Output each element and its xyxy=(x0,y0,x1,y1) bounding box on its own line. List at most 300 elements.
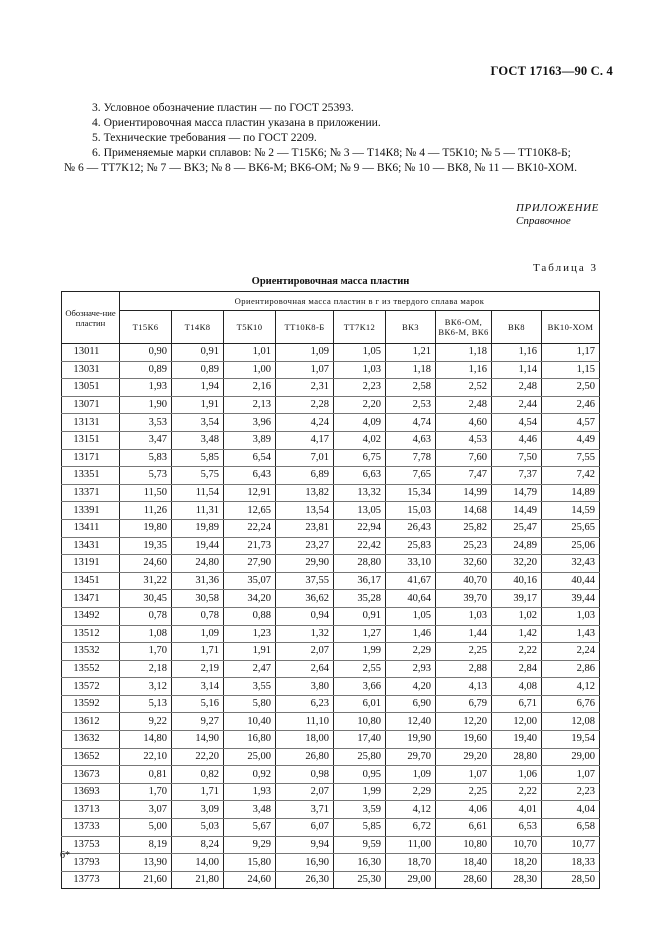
mass-cell: 11,54 xyxy=(172,484,224,502)
mass-cell: 9,59 xyxy=(334,836,386,854)
mass-cell: 1,23 xyxy=(224,625,276,643)
table-caption: Таблица 3 xyxy=(532,262,598,274)
paragraph-6: 6. Применяемые марки сплавов: № 2 — Т15К6; № 3 — Т14К8; № 4 — Т5К10; № 5 — ТТ10К8-Б; xyxy=(92,146,571,159)
mass-cell: 33,10 xyxy=(386,555,436,573)
mass-cell: 1,46 xyxy=(386,625,436,643)
column-header-row xyxy=(62,311,600,344)
mass-cell: 12,65 xyxy=(224,502,276,520)
mass-cell: 9,29 xyxy=(224,836,276,854)
page-footer-mark: 6* xyxy=(60,850,70,861)
mass-cell: 41,67 xyxy=(386,572,436,590)
mass-cell: 12,20 xyxy=(436,713,492,731)
mass-cell: 25,47 xyxy=(492,519,542,537)
mass-cell: 1,15 xyxy=(542,361,600,379)
mass-cell: 2,46 xyxy=(542,396,600,414)
mass-cell: 18,40 xyxy=(436,854,492,872)
mass-cell: 3,80 xyxy=(276,678,334,696)
mass-cell: 4,06 xyxy=(436,801,492,819)
table-row xyxy=(62,625,600,643)
mass-cell: 1,18 xyxy=(386,361,436,379)
mass-cell: 10,80 xyxy=(334,713,386,731)
plate-code-cell: 13572 xyxy=(62,678,120,696)
mass-cell: 5,03 xyxy=(172,819,224,837)
mass-cell: 2,52 xyxy=(436,379,492,397)
mass-cell: 2,44 xyxy=(492,396,542,414)
column-header: ВК8 xyxy=(492,311,542,344)
mass-cell: 4,63 xyxy=(386,431,436,449)
mass-cell: 6,61 xyxy=(436,819,492,837)
mass-cell: 10,80 xyxy=(436,836,492,854)
mass-cell: 9,27 xyxy=(172,713,224,731)
plate-code-cell: 13592 xyxy=(62,695,120,713)
paragraph-3: 3. Условное обозначение пластин — по ГОСТ 25393. xyxy=(92,101,354,114)
mass-cell: 18,00 xyxy=(276,731,334,749)
mass-cell: 9,94 xyxy=(276,836,334,854)
table-row xyxy=(62,731,600,749)
mass-cell: 23,27 xyxy=(276,537,334,555)
table-row xyxy=(62,361,600,379)
mass-cell: 8,19 xyxy=(120,836,172,854)
mass-cell: 6,01 xyxy=(334,695,386,713)
table-body xyxy=(62,344,600,889)
mass-cell: 2,48 xyxy=(436,396,492,414)
mass-cell: 19,40 xyxy=(492,731,542,749)
column-header: Т15К6 xyxy=(120,311,172,344)
mass-cell: 15,80 xyxy=(224,854,276,872)
mass-cell: 7,60 xyxy=(436,449,492,467)
mass-cell: 7,37 xyxy=(492,467,542,485)
mass-cell: 28,80 xyxy=(492,748,542,766)
mass-cell: 4,17 xyxy=(276,431,334,449)
mass-cell: 31,22 xyxy=(120,572,172,590)
mass-cell: 0,95 xyxy=(334,766,386,784)
mass-cell: 5,85 xyxy=(172,449,224,467)
mass-cell: 2,28 xyxy=(276,396,334,414)
mass-cell: 40,64 xyxy=(386,590,436,608)
mass-cell: 13,90 xyxy=(120,854,172,872)
mass-cell: 18,20 xyxy=(492,854,542,872)
plate-code-cell: 13011 xyxy=(62,344,120,362)
plate-code-cell: 13191 xyxy=(62,555,120,573)
appendix-block xyxy=(516,202,599,228)
mass-cell: 21,73 xyxy=(224,537,276,555)
mass-cell: 1,94 xyxy=(172,379,224,397)
column-header: ВК6-ОМ, ВК6-М, ВК6 xyxy=(436,311,492,344)
mass-cell: 1,71 xyxy=(172,783,224,801)
mass-cell: 6,23 xyxy=(276,695,334,713)
mass-cell: 32,43 xyxy=(542,555,600,573)
mass-cell: 39,44 xyxy=(542,590,600,608)
mass-cell: 11,00 xyxy=(386,836,436,854)
mass-cell: 27,90 xyxy=(224,555,276,573)
mass-cell: 32,20 xyxy=(492,555,542,573)
mass-cell: 0,88 xyxy=(224,607,276,625)
mass-cell: 3,54 xyxy=(172,414,224,432)
plate-code-cell: 13673 xyxy=(62,766,120,784)
mass-cell: 11,10 xyxy=(276,713,334,731)
mass-cell: 17,40 xyxy=(334,731,386,749)
mass-cell: 36,62 xyxy=(276,590,334,608)
page-header: ГОСТ 17163—90 С. 4 xyxy=(490,64,613,78)
mass-cell: 3,96 xyxy=(224,414,276,432)
mass-cell: 4,12 xyxy=(386,801,436,819)
mass-cell: 4,20 xyxy=(386,678,436,696)
mass-cell: 11,31 xyxy=(172,502,224,520)
table-row xyxy=(62,467,600,485)
mass-cell: 0,90 xyxy=(120,344,172,362)
mass-cell: 4,24 xyxy=(276,414,334,432)
mass-cell: 0,81 xyxy=(120,766,172,784)
table-row xyxy=(62,871,600,889)
mass-cell: 5,00 xyxy=(120,819,172,837)
mass-cell: 14,68 xyxy=(436,502,492,520)
mass-cell: 25,00 xyxy=(224,748,276,766)
mass-cell: 3,66 xyxy=(334,678,386,696)
mass-cell: 1,71 xyxy=(172,643,224,661)
mass-cell: 14,79 xyxy=(492,484,542,502)
table-row xyxy=(62,713,600,731)
mass-cell: 2,22 xyxy=(492,643,542,661)
plate-code-cell: 13071 xyxy=(62,396,120,414)
mass-cell: 0,82 xyxy=(172,766,224,784)
mass-cell: 2,29 xyxy=(386,643,436,661)
table-row xyxy=(62,660,600,678)
plate-code-cell: 13753 xyxy=(62,836,120,854)
mass-cell: 6,79 xyxy=(436,695,492,713)
mass-cell: 3,55 xyxy=(224,678,276,696)
mass-cell: 2,64 xyxy=(276,660,334,678)
mass-cell: 18,70 xyxy=(386,854,436,872)
mass-cell: 14,00 xyxy=(172,854,224,872)
mass-cell: 1,16 xyxy=(436,361,492,379)
mass-cell: 3,12 xyxy=(120,678,172,696)
mass-cell: 1,99 xyxy=(334,783,386,801)
mass-cell: 16,80 xyxy=(224,731,276,749)
table-row xyxy=(62,555,600,573)
plate-code-cell: 13552 xyxy=(62,660,120,678)
plate-code-cell: 13713 xyxy=(62,801,120,819)
mass-cell: 24,89 xyxy=(492,537,542,555)
plate-code-cell: 13391 xyxy=(62,502,120,520)
mass-cell: 4,08 xyxy=(492,678,542,696)
mass-cell: 0,78 xyxy=(120,607,172,625)
mass-cell: 35,07 xyxy=(224,572,276,590)
mass-cell: 6,63 xyxy=(334,467,386,485)
mass-cell: 14,90 xyxy=(172,731,224,749)
mass-cell: 14,99 xyxy=(436,484,492,502)
table-row xyxy=(62,590,600,608)
mass-cell: 25,82 xyxy=(436,519,492,537)
mass-cell: 7,78 xyxy=(386,449,436,467)
mass-cell: 4,60 xyxy=(436,414,492,432)
mass-cell: 2,25 xyxy=(436,643,492,661)
mass-cell: 40,44 xyxy=(542,572,600,590)
mass-cell: 6,76 xyxy=(542,695,600,713)
mass-cell: 1,07 xyxy=(276,361,334,379)
plate-code-cell: 13512 xyxy=(62,625,120,643)
table-row xyxy=(62,414,600,432)
mass-cell: 28,60 xyxy=(436,871,492,889)
mass-cell: 1,90 xyxy=(120,396,172,414)
mass-cell: 19,54 xyxy=(542,731,600,749)
mass-cell: 3,48 xyxy=(172,431,224,449)
table-head xyxy=(62,292,600,344)
mass-cell: 2,19 xyxy=(172,660,224,678)
mass-table xyxy=(61,291,600,889)
mass-cell: 5,73 xyxy=(120,467,172,485)
table-row xyxy=(62,519,600,537)
mass-cell: 22,20 xyxy=(172,748,224,766)
table-row xyxy=(62,379,600,397)
mass-cell: 0,89 xyxy=(172,361,224,379)
mass-cell: 12,91 xyxy=(224,484,276,502)
mass-cell: 4,02 xyxy=(334,431,386,449)
mass-cell: 6,72 xyxy=(386,819,436,837)
plate-code-cell: 13532 xyxy=(62,643,120,661)
mass-cell: 11,50 xyxy=(120,484,172,502)
mass-cell: 0,89 xyxy=(120,361,172,379)
plate-code-cell: 13151 xyxy=(62,431,120,449)
column-header: Т5К10 xyxy=(224,311,276,344)
mass-cell: 4,09 xyxy=(334,414,386,432)
plate-code-cell: 13431 xyxy=(62,537,120,555)
mass-cell: 28,30 xyxy=(492,871,542,889)
appendix-title: ПРИЛОЖЕНИЕ xyxy=(516,202,599,214)
mass-cell: 2,23 xyxy=(542,783,600,801)
mass-cell: 1,05 xyxy=(334,344,386,362)
mass-cell: 1,70 xyxy=(120,643,172,661)
mass-cell: 3,71 xyxy=(276,801,334,819)
mass-cell: 5,13 xyxy=(120,695,172,713)
mass-cell: 29,70 xyxy=(386,748,436,766)
mass-cell: 2,25 xyxy=(436,783,492,801)
paragraph-4: 4. Ориентировочная масса пластин указана в приложении. xyxy=(92,116,381,129)
mass-cell: 1,01 xyxy=(224,344,276,362)
plate-code-cell: 13031 xyxy=(62,361,120,379)
mass-cell: 1,00 xyxy=(224,361,276,379)
mass-cell: 2,24 xyxy=(542,643,600,661)
mass-cell: 6,43 xyxy=(224,467,276,485)
mass-cell: 7,50 xyxy=(492,449,542,467)
mass-cell: 19,60 xyxy=(436,731,492,749)
plate-code-cell: 13371 xyxy=(62,484,120,502)
mass-cell: 39,70 xyxy=(436,590,492,608)
mass-cell: 3,89 xyxy=(224,431,276,449)
mass-cell: 1,99 xyxy=(334,643,386,661)
mass-cell: 14,59 xyxy=(542,502,600,520)
mass-cell: 8,24 xyxy=(172,836,224,854)
mass-cell: 4,12 xyxy=(542,678,600,696)
mass-cell: 18,33 xyxy=(542,854,600,872)
mass-cell: 12,08 xyxy=(542,713,600,731)
mass-cell: 34,20 xyxy=(224,590,276,608)
mass-cell: 2,07 xyxy=(276,643,334,661)
plate-code-cell: 13632 xyxy=(62,731,120,749)
mass-cell: 14,49 xyxy=(492,502,542,520)
mass-cell: 3,47 xyxy=(120,431,172,449)
table-row xyxy=(62,801,600,819)
mass-cell: 2,93 xyxy=(386,660,436,678)
mass-cell: 24,60 xyxy=(120,555,172,573)
mass-cell: 15,34 xyxy=(386,484,436,502)
plate-code-cell: 13051 xyxy=(62,379,120,397)
mass-cell: 1,09 xyxy=(276,344,334,362)
mass-cell: 2,48 xyxy=(492,379,542,397)
mass-cell: 35,28 xyxy=(334,590,386,608)
table-row xyxy=(62,431,600,449)
mass-cell: 25,30 xyxy=(334,871,386,889)
table-row xyxy=(62,695,600,713)
mass-cell: 0,91 xyxy=(172,344,224,362)
mass-cell: 1,14 xyxy=(492,361,542,379)
mass-cell: 26,43 xyxy=(386,519,436,537)
mass-cell: 0,92 xyxy=(224,766,276,784)
mass-cell: 7,65 xyxy=(386,467,436,485)
mass-cell: 2,88 xyxy=(436,660,492,678)
mass-cell: 4,74 xyxy=(386,414,436,432)
mass-cell: 15,03 xyxy=(386,502,436,520)
mass-cell: 16,30 xyxy=(334,854,386,872)
mass-cell: 6,58 xyxy=(542,819,600,837)
mass-cell: 0,94 xyxy=(276,607,334,625)
mass-cell: 1,93 xyxy=(224,783,276,801)
plate-code-cell: 13451 xyxy=(62,572,120,590)
mass-cell: 6,07 xyxy=(276,819,334,837)
plate-code-cell: 13171 xyxy=(62,449,120,467)
mass-cell: 24,60 xyxy=(224,871,276,889)
mass-cell: 7,01 xyxy=(276,449,334,467)
mass-cell: 7,42 xyxy=(542,467,600,485)
mass-cell: 22,24 xyxy=(224,519,276,537)
mass-cell: 1,07 xyxy=(436,766,492,784)
mass-cell: 22,94 xyxy=(334,519,386,537)
mass-cell: 3,59 xyxy=(334,801,386,819)
mass-cell: 14,89 xyxy=(542,484,600,502)
table-row xyxy=(62,572,600,590)
mass-cell: 32,60 xyxy=(436,555,492,573)
table-row xyxy=(62,484,600,502)
mass-cell: 28,50 xyxy=(542,871,600,889)
mass-cell: 0,98 xyxy=(276,766,334,784)
mass-cell: 2,84 xyxy=(492,660,542,678)
plate-code-cell: 13693 xyxy=(62,783,120,801)
mass-cell: 40,16 xyxy=(492,572,542,590)
mass-cell: 25,83 xyxy=(386,537,436,555)
mass-cell: 26,80 xyxy=(276,748,334,766)
mass-cell: 1,05 xyxy=(386,607,436,625)
mass-cell: 1,93 xyxy=(120,379,172,397)
row-header: Обозначе-ние пластин xyxy=(62,292,120,344)
mass-cell: 19,90 xyxy=(386,731,436,749)
plate-code-cell: 13793 xyxy=(62,854,120,872)
mass-cell: 14,80 xyxy=(120,731,172,749)
mass-cell: 2,23 xyxy=(334,379,386,397)
mass-cell: 1,17 xyxy=(542,344,600,362)
table-row xyxy=(62,607,600,625)
mass-cell: 19,44 xyxy=(172,537,224,555)
mass-cell: 1,09 xyxy=(386,766,436,784)
mass-cell: 25,80 xyxy=(334,748,386,766)
mass-cell: 6,75 xyxy=(334,449,386,467)
mass-cell: 2,13 xyxy=(224,396,276,414)
mass-cell: 1,03 xyxy=(436,607,492,625)
plate-code-cell: 13773 xyxy=(62,871,120,889)
mass-cell: 1,42 xyxy=(492,625,542,643)
mass-cell: 40,70 xyxy=(436,572,492,590)
column-header: ВК3 xyxy=(386,311,436,344)
mass-cell: 6,90 xyxy=(386,695,436,713)
mass-cell: 25,65 xyxy=(542,519,600,537)
plate-code-cell: 13411 xyxy=(62,519,120,537)
mass-cell: 13,32 xyxy=(334,484,386,502)
mass-cell: 2,86 xyxy=(542,660,600,678)
mass-cell: 1,07 xyxy=(542,766,600,784)
mass-cell: 19,80 xyxy=(120,519,172,537)
mass-cell: 4,49 xyxy=(542,431,600,449)
mass-cell: 1,09 xyxy=(172,625,224,643)
mass-cell: 3,53 xyxy=(120,414,172,432)
mass-cell: 30,58 xyxy=(172,590,224,608)
mass-cell: 16,90 xyxy=(276,854,334,872)
mass-cell: 1,27 xyxy=(334,625,386,643)
table-row xyxy=(62,748,600,766)
mass-cell: 2,18 xyxy=(120,660,172,678)
mass-cell: 4,04 xyxy=(542,801,600,819)
mass-cell: 3,07 xyxy=(120,801,172,819)
mass-cell: 5,16 xyxy=(172,695,224,713)
plate-code-cell: 13652 xyxy=(62,748,120,766)
mass-cell: 1,21 xyxy=(386,344,436,362)
table-row xyxy=(62,449,600,467)
table-row xyxy=(62,819,600,837)
mass-cell: 2,29 xyxy=(386,783,436,801)
plate-code-cell: 13131 xyxy=(62,414,120,432)
mass-cell: 5,75 xyxy=(172,467,224,485)
mass-cell: 29,00 xyxy=(386,871,436,889)
mass-cell: 12,40 xyxy=(386,713,436,731)
mass-cell: 19,35 xyxy=(120,537,172,555)
plate-code-cell: 13492 xyxy=(62,607,120,625)
column-header: ТТ10К8-Б xyxy=(276,311,334,344)
mass-cell: 6,71 xyxy=(492,695,542,713)
table-row xyxy=(62,766,600,784)
mass-cell: 3,14 xyxy=(172,678,224,696)
mass-cell: 1,08 xyxy=(120,625,172,643)
paragraph-6-continued: № 6 — ТТ7К12; № 7 — ВК3; № 8 — ВК6-М; ВК6-ОМ; № 9 — ВК6; № 10 — ВК8, № 11 — ВК10-ХОМ. xyxy=(64,161,578,174)
mass-cell: 5,67 xyxy=(224,819,276,837)
mass-cell: 1,03 xyxy=(334,361,386,379)
mass-cell: 6,54 xyxy=(224,449,276,467)
mass-cell: 12,00 xyxy=(492,713,542,731)
table-row xyxy=(62,344,600,362)
mass-cell: 29,90 xyxy=(276,555,334,573)
table-row xyxy=(62,537,600,555)
mass-cell: 25,06 xyxy=(542,537,600,555)
plate-code-cell: 13612 xyxy=(62,713,120,731)
mass-cell: 6,89 xyxy=(276,467,334,485)
mass-cell: 4,01 xyxy=(492,801,542,819)
mass-cell: 6,53 xyxy=(492,819,542,837)
plate-code-cell: 13471 xyxy=(62,590,120,608)
mass-cell: 29,00 xyxy=(542,748,600,766)
mass-cell: 25,23 xyxy=(436,537,492,555)
mass-cell: 10,70 xyxy=(492,836,542,854)
table-row xyxy=(62,783,600,801)
mass-cell: 4,46 xyxy=(492,431,542,449)
mass-cell: 2,55 xyxy=(334,660,386,678)
mass-cell: 22,10 xyxy=(120,748,172,766)
mass-cell: 21,60 xyxy=(120,871,172,889)
